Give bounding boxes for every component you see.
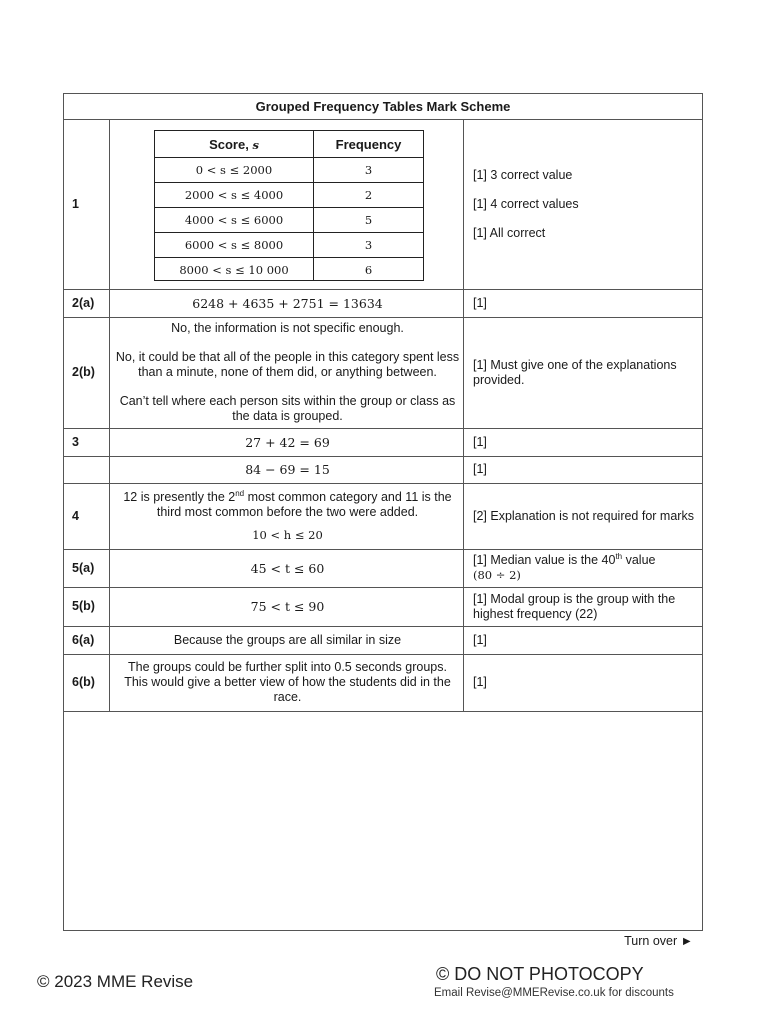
- answer-line: Can’t tell where each person sits within the group or class as the data is grouped.: [119, 394, 456, 423]
- question-number: 4: [72, 508, 79, 523]
- mark-item: [1] All correct: [473, 225, 546, 240]
- table-row: [155, 207, 423, 232]
- mark-item: [1] 3 correct value: [473, 167, 573, 182]
- copyright-notice: © 2023 MME Revise: [37, 972, 194, 991]
- marks: [1]: [473, 434, 487, 449]
- frequency-table-header: [155, 131, 423, 157]
- marks: [1] Median value is the 40th value (80 ÷ 2): [473, 551, 656, 582]
- answer: 45 < t ≤ 60: [250, 560, 325, 576]
- mark-scheme-table: [63, 93, 703, 931]
- answer: 6248 + 4635 + 2751 = 13634: [192, 295, 383, 311]
- marks: [1]: [473, 462, 487, 476]
- question-number: 2(a): [72, 295, 95, 310]
- mark-scheme-title: Grouped Frequency Tables Mark Scheme: [255, 99, 511, 114]
- table-row: [155, 182, 423, 207]
- discount-email-notice: Email Revise@MMERevise.co.uk for discounts: [434, 987, 674, 999]
- table-row: [155, 257, 423, 281]
- answer: [111, 317, 464, 428]
- q1-marks: [473, 119, 699, 289]
- frequency-value: 3: [364, 163, 373, 177]
- answer: 75 < t ≤ 90: [250, 599, 325, 614]
- answer-line: No, the information is not specific enough.: [171, 321, 404, 335]
- marks: [1]: [473, 632, 487, 647]
- marks: [1] Must give one of the explanations provided.: [473, 357, 677, 387]
- answer: 84 − 69 = 15: [245, 462, 330, 477]
- score-range: 2000 < s ≤ 4000: [155, 183, 314, 207]
- answer: 27 + 42 = 69: [245, 434, 330, 450]
- question-number: [72, 456, 108, 483]
- frequency-table: [154, 130, 424, 281]
- mark-item: [1] 4 correct values: [473, 196, 579, 211]
- frequency-value: 3: [364, 238, 373, 252]
- score-range: 4000 < s ≤ 6000: [155, 208, 314, 232]
- frequency-header: Frequency: [335, 136, 402, 152]
- marks: [1] Modal group is the group with the highest frequency (22): [473, 591, 676, 621]
- answer: Because the groups are all similar in size: [173, 632, 402, 647]
- marks: [1]: [473, 675, 487, 689]
- question-number: 6(b): [72, 675, 95, 689]
- table-row: [155, 157, 423, 182]
- turn-over-label: Turn over ►: [624, 934, 693, 948]
- marks: [2] Explanation is not required for marks: [473, 508, 694, 523]
- answer-line: No, it could be that all of the people in this category spent less than a minute, none of them did, or anything between.: [115, 350, 460, 379]
- score-header: Score, s: [209, 136, 259, 152]
- frequency-value: 6: [364, 262, 373, 277]
- question-number: 1: [72, 196, 79, 211]
- answer: [111, 483, 464, 549]
- question-number: 6(a): [72, 632, 95, 647]
- answer-math: 10 < h ≤ 20: [252, 527, 323, 542]
- answer: The groups could be further split into 0.5 seconds groups. This would give a better view of how the students did in the race.: [124, 660, 451, 704]
- frequency-value: 2: [364, 188, 373, 202]
- table-row: [155, 232, 423, 257]
- question-number: 5(b): [72, 599, 95, 613]
- do-not-photocopy-notice: © DO NOT PHOTOCOPY: [436, 964, 644, 984]
- score-range: 6000 < s ≤ 8000: [155, 233, 314, 257]
- score-range: 0 < s ≤ 2000: [155, 158, 314, 182]
- answer-line: 12 is presently the 2nd most common category and 11 is the third most common before the two were added.: [123, 488, 452, 519]
- marks: [1]: [473, 295, 487, 310]
- question-number: 3: [72, 434, 79, 449]
- question-number: 2(b): [72, 365, 95, 379]
- score-range: 8000 < s ≤ 10 000: [155, 258, 314, 281]
- question-number: 5(a): [72, 560, 95, 575]
- frequency-value: 5: [364, 213, 373, 227]
